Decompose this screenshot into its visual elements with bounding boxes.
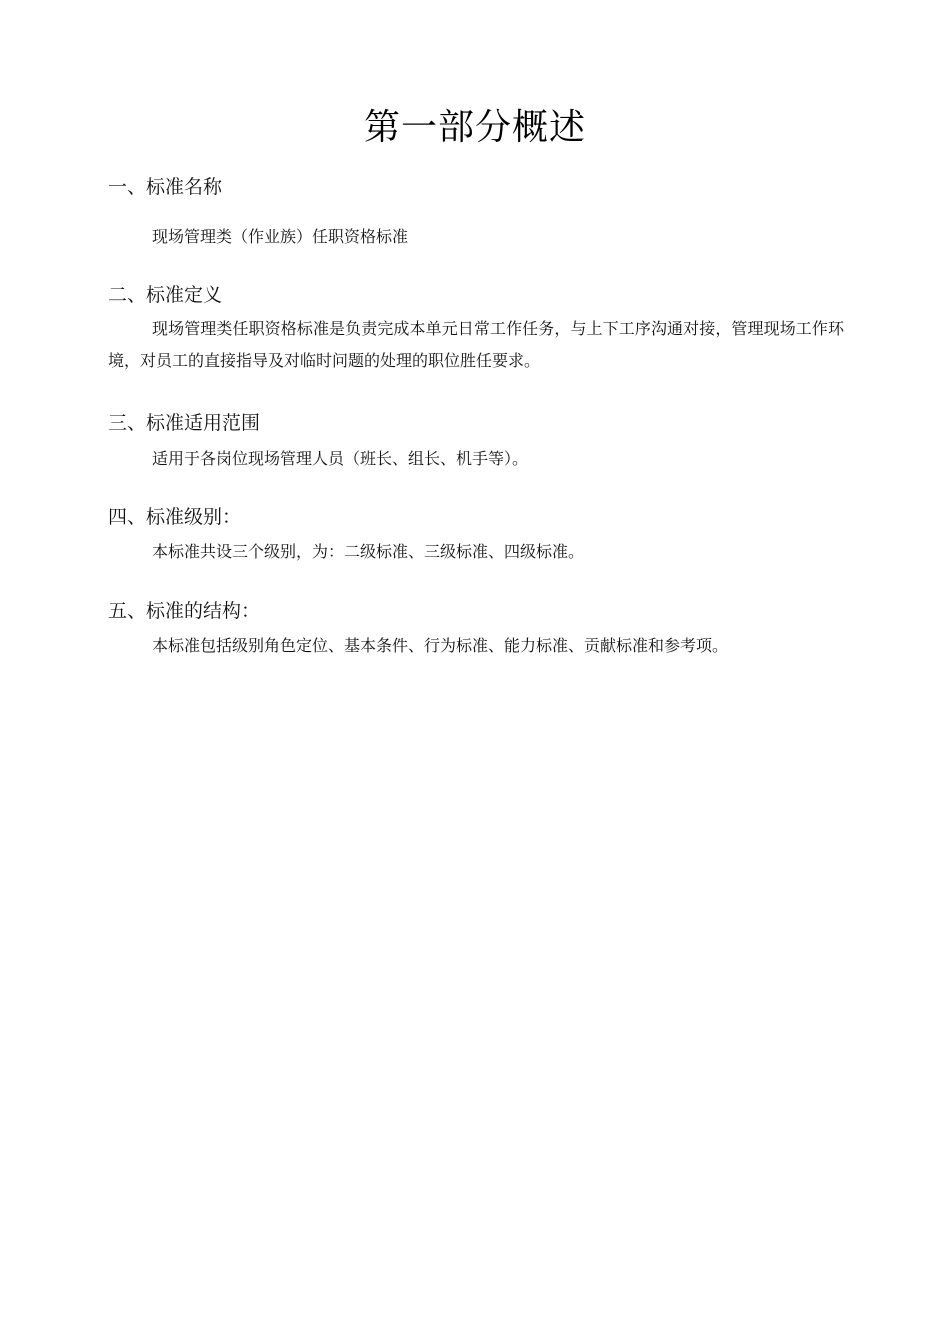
section-body-standard-definition: 现场管理类任职资格标准是负责完成本单元日常工作任务，与上下工序沟通对接，管理现场工作环境，对员工的直接指导及对临时问题的处理的职位胜任要求。 bbox=[108, 319, 844, 370]
section-heading-structure: 五、标准的结构： bbox=[108, 600, 261, 622]
section-body-levels: 本标准共设三个级别，为：二级标准、三级标准、四级标准。 bbox=[152, 542, 585, 561]
section-body-structure: 本标准包括级别角色定位、基本条件、行为标准、能力标准、贡献标准和参考项。 bbox=[152, 636, 729, 655]
section-heading-standard-name: 一、标准名称 bbox=[108, 176, 223, 198]
section-body-scope: 适用于各岗位现场管理人员（班长、组长、机手等）。 bbox=[152, 449, 529, 468]
section-body-standard-name: 现场管理类（作业族）任职资格标准 bbox=[152, 227, 409, 246]
section-heading-levels: 四、标准级别： bbox=[108, 506, 242, 528]
section-heading-standard-definition: 二、标准定义 bbox=[108, 284, 223, 306]
page-title: 第一部分概述 bbox=[363, 107, 586, 148]
section-heading-scope: 三、标准适用范围 bbox=[108, 412, 261, 434]
